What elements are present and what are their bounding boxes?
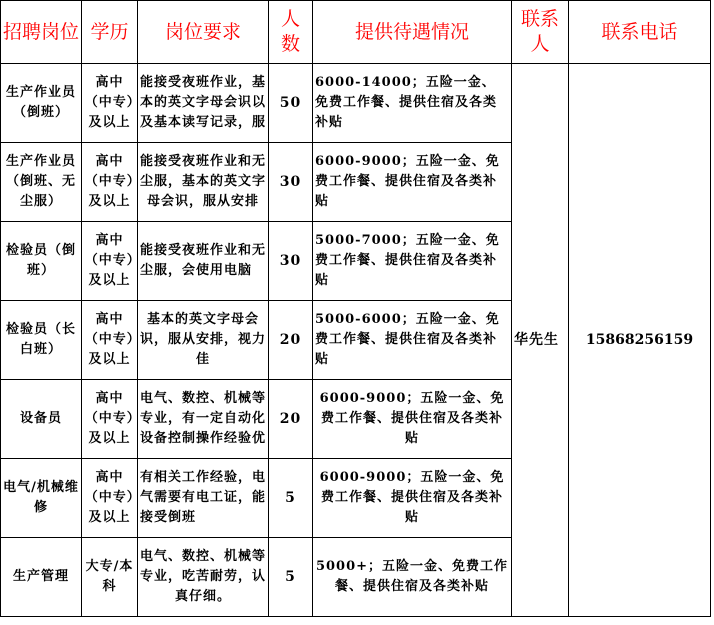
cell-requirements: 有相关工作经验，电气需要有电工证，能接受倒班 xyxy=(138,459,269,538)
cell-benefits: 6000-9000；五险一金、免费工作餐、提供住宿及各类补贴 xyxy=(313,459,512,538)
header-row xyxy=(1,1,711,64)
cell-education: 高中（中专）及以上 xyxy=(82,459,138,538)
cell-contact-person: 华先生 xyxy=(512,64,569,617)
cell-count: 30 xyxy=(269,222,313,301)
header-contact: 联系人 xyxy=(512,1,569,64)
cell-count: 5 xyxy=(269,538,313,617)
cell-benefits: 6000-9000；五险一金、免费工作餐、提供住宿及各类补贴 xyxy=(313,380,512,459)
cell-position: 检验员（长白班） xyxy=(1,301,82,380)
cell-requirements: 能接受夜班作业和无尘服，会使用电脑 xyxy=(138,222,269,301)
cell-education: 高中（中专）及以上 xyxy=(82,222,138,301)
cell-requirements: 基本的英文字母会识，服从安排，视力佳 xyxy=(138,301,269,380)
cell-education: 高中（中专）及以上 xyxy=(82,143,138,222)
header-count: 人数 xyxy=(269,1,313,64)
cell-requirements: 电气、数控、机械等专业，有一定自动化设备控制操作经验优 xyxy=(138,380,269,459)
cell-requirements: 能接受夜班作业和无尘服，基本的英文字母会识，服从安排 xyxy=(138,143,269,222)
cell-count: 50 xyxy=(269,64,313,143)
cell-position: 生产管理 xyxy=(1,538,82,617)
cell-benefits: 5000+；五险一金、免费工作餐、提供住宿及各类补贴 xyxy=(313,538,512,617)
cell-position: 生产作业员（倒班、无尘服） xyxy=(1,143,82,222)
cell-position: 生产作业员（倒班） xyxy=(1,64,82,143)
cell-contact-phone: 15868256159 xyxy=(569,64,711,617)
header-phone: 联系电话 xyxy=(569,1,711,64)
cell-requirements: 能接受夜班作业，基本的英文字母会识以及基本读写记录，服 xyxy=(138,64,269,143)
cell-position: 设备员 xyxy=(1,380,82,459)
cell-benefits: 5000-7000；五险一金、免费工作餐、提供住宿及各类补贴 xyxy=(313,222,512,301)
cell-requirements: 电气、数控、机械等专业，吃苦耐劳，认真仔细。 xyxy=(138,538,269,617)
cell-education: 高中（中专）及以上 xyxy=(82,301,138,380)
header-position: 招聘岗位 xyxy=(1,1,82,64)
cell-count: 30 xyxy=(269,143,313,222)
cell-count: 20 xyxy=(269,380,313,459)
cell-count: 5 xyxy=(269,459,313,538)
header-benefits: 提供待遇情况 xyxy=(313,1,512,64)
header-requirements: 岗位要求 xyxy=(138,1,269,64)
cell-position: 电气/机械维修 xyxy=(1,459,82,538)
cell-count: 20 xyxy=(269,301,313,380)
cell-benefits: 6000-14000；五险一金、免费工作餐、提供住宿及各类补贴 xyxy=(313,64,512,143)
cell-education: 大专/本科 xyxy=(82,538,138,617)
cell-position: 检验员（倒班） xyxy=(1,222,82,301)
cell-benefits: 6000-9000；五险一金、免费工作餐、提供住宿及各类补贴 xyxy=(313,143,512,222)
cell-benefits: 5000-6000；五险一金、免费工作餐、提供住宿及各类补贴 xyxy=(313,301,512,380)
table-row xyxy=(1,64,711,143)
cell-education: 高中（中专）及以上 xyxy=(82,380,138,459)
header-education: 学历 xyxy=(82,1,138,64)
cell-education: 高中（中专）及以上 xyxy=(82,64,138,143)
